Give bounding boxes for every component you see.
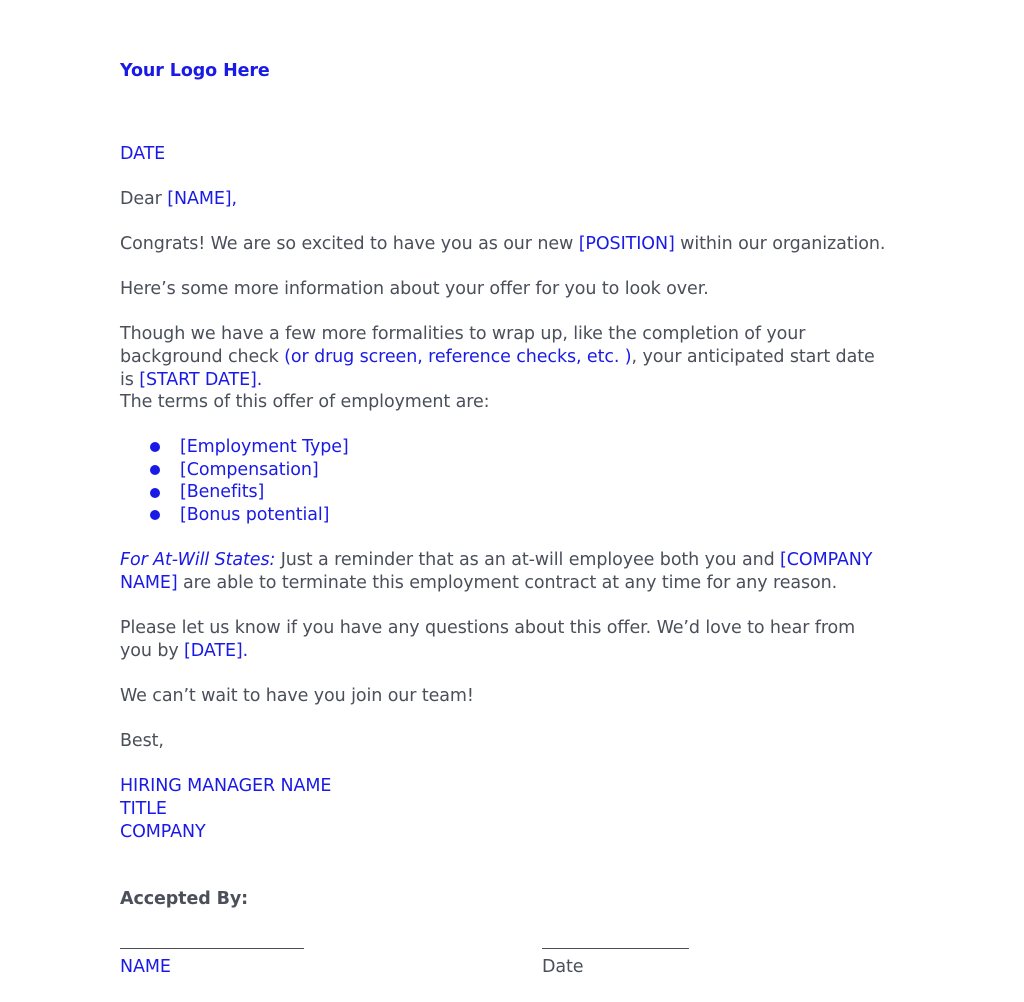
hiring-manager-company: COMPANY <box>120 822 206 842</box>
term-benefits: [Benefits] <box>180 482 265 503</box>
start-date-placeholder: [START DATE] <box>139 370 257 390</box>
questions-text-a: Please let us know if you have any questions about this offer. We’d love to hear from you by <box>120 618 856 661</box>
questions-paragraph <box>120 617 890 663</box>
list-item <box>150 459 349 482</box>
accept-date-label: Date <box>542 957 584 977</box>
congrats-paragraph <box>120 233 885 256</box>
bullet-icon <box>150 442 160 452</box>
greeting-suffix: , <box>231 189 237 209</box>
info-paragraph: Here’s some more information about your offer for you to look over. <box>120 279 709 299</box>
bullet-icon <box>150 465 160 475</box>
congrats-text-a: Congrats! We are so excited to have you as our new <box>120 234 579 254</box>
date-placeholder: DATE <box>120 144 166 164</box>
terms-intro: The terms of this offer of employment are: <box>120 392 490 412</box>
term-employment-type: [Employment Type] <box>180 436 349 457</box>
formalities-text-c: . <box>256 370 263 390</box>
date-signature-line <box>542 948 689 949</box>
position-placeholder: [POSITION] <box>578 234 675 254</box>
term-bonus: [Bonus potential] <box>180 504 330 525</box>
join-team-paragraph: We can’t wait to have you join our team! <box>120 686 474 706</box>
signature-block <box>120 775 331 844</box>
term-compensation: [Compensation] <box>180 459 319 480</box>
name-signature-line <box>120 948 304 949</box>
at-will-text-b: are able to terminate this employment contract at any time for any reason. <box>177 573 838 593</box>
formalities-text-a: Though we have a few more formalities to wrap up, like the completion of your background check <box>120 324 806 367</box>
congrats-text-b: within our organization. <box>674 234 886 254</box>
reply-date-placeholder: [DATE] <box>184 641 243 661</box>
name-placeholder: [NAME] <box>167 189 232 209</box>
hiring-manager-name: HIRING MANAGER NAME <box>120 776 332 796</box>
list-item <box>150 481 349 504</box>
at-will-paragraph <box>120 549 890 595</box>
company-name-placeholder: [COMPANY NAME] <box>120 550 873 593</box>
formalities-paragraph <box>120 323 890 392</box>
questions-text-b: . <box>242 641 249 661</box>
hiring-manager-title: TITLE <box>120 799 167 819</box>
bullet-icon <box>150 488 160 498</box>
list-item <box>150 504 349 527</box>
list-item <box>150 436 349 459</box>
checks-placeholder: (or drug screen, reference checks, etc. ) <box>284 347 632 367</box>
at-will-label: For At-Will States: <box>120 550 276 570</box>
terms-list <box>150 436 349 527</box>
formalities-text-b: , your anticipated start date is <box>120 347 875 390</box>
greeting-prefix: Dear <box>120 189 168 209</box>
logo-placeholder: Your Logo Here <box>120 61 270 81</box>
bullet-icon <box>150 510 160 520</box>
at-will-text-a: Just a reminder that as an at-will employee both you and <box>275 550 781 570</box>
accepted-by-label: Accepted By: <box>120 889 249 909</box>
closing: Best, <box>120 731 164 751</box>
greeting <box>120 188 237 211</box>
accept-name-label: NAME <box>120 957 171 977</box>
